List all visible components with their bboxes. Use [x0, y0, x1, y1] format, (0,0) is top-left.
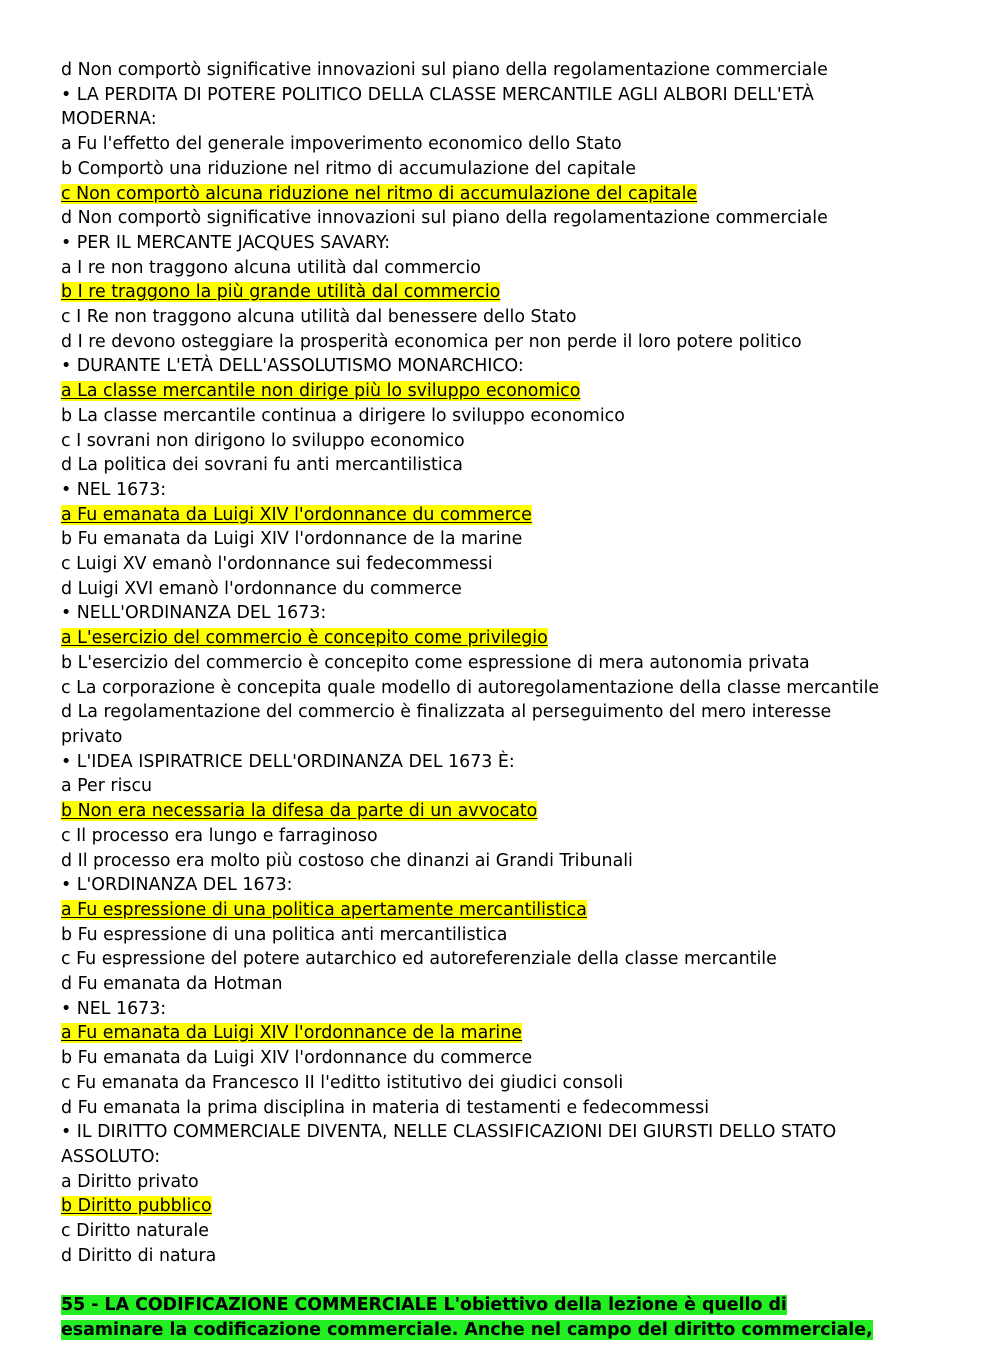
text-line — [61, 83, 941, 108]
line-text: • IL DIRITTO COMMERCIALE DIVENTA, NELLE CLASSIFICAZIONI DEI GIURSTI DELLO STATO — [61, 1122, 837, 1143]
text-line — [61, 700, 941, 725]
line-text: c Diritto naturale — [61, 1221, 209, 1242]
text-line — [61, 676, 941, 701]
line-text: d Non comportò significative innovazioni sul piano della regolamentazione commerciale — [61, 208, 828, 229]
line-text: • L'ORDINANZA DEL 1673: — [61, 875, 293, 896]
highlighted-answer-text: a Fu emanata da Luigi XIV l'ordonnance de la marine — [61, 1023, 522, 1044]
line-text: a I re non traggono alcuna utilità dal commercio — [61, 257, 481, 278]
quiz-lines — [61, 58, 941, 1268]
text-line — [61, 206, 941, 231]
text-line — [61, 651, 941, 676]
line-text: d Non comportò significative innovazioni sul piano della regolamentazione commerciale — [61, 60, 828, 80]
answer-line-highlighted — [61, 626, 941, 651]
text-line — [61, 1046, 941, 1071]
line-text: • LA PERDITA DI POTERE POLITICO DELLA CLASSE MERCANTILE AGLI ALBORI DELL'ETÀ — [61, 84, 814, 105]
text-line — [61, 157, 941, 182]
line-text: • PER IL MERCANTE JACQUES SAVARY: — [61, 232, 391, 253]
text-line — [61, 1219, 941, 1244]
text-line — [61, 58, 941, 83]
section-heading-line-2 — [61, 1318, 941, 1343]
line-text: b Fu espressione di una politica anti mercantilistica — [61, 924, 508, 945]
line-text: d La politica dei sovrani fu anti mercantilistica — [61, 455, 463, 476]
text-line — [61, 997, 941, 1022]
text-line — [61, 774, 941, 799]
text-line — [61, 453, 941, 478]
text-line — [61, 330, 941, 355]
text-line — [61, 923, 941, 948]
highlighted-answer-text: a Fu espressione di una politica apertamente mercantilistica — [61, 899, 587, 920]
line-text: privato — [61, 726, 123, 747]
highlighted-answer-text: a Fu emanata da Luigi XIV l'ordonnance du commerce — [61, 504, 532, 525]
line-text: c La corporazione è concepita quale modello di autoregolamentazione della classe mercantile — [61, 677, 880, 698]
line-text: • DURANTE L'ETÀ DELL'ASSOLUTISMO MONARCHICO: — [61, 356, 524, 377]
text-line — [61, 305, 941, 330]
text-line — [61, 256, 941, 281]
highlighted-answer-text: b Non era necessaria la difesa da parte di un avvocato — [61, 801, 538, 822]
text-line — [61, 1096, 941, 1121]
text-line — [61, 1145, 941, 1170]
line-text: c Fu espressione del potere autarchico ed autoreferenziale della classe mercantile — [61, 949, 777, 970]
answer-line-highlighted — [61, 182, 941, 207]
text-line — [61, 231, 941, 256]
line-text: d Fu emanata la prima disciplina in materia di testamenti e fedecommessi — [61, 1097, 710, 1118]
section-heading-text-2: esaminare la codificazione commerciale. Anche nel campo del diritto commerciale, — [61, 1319, 873, 1340]
answer-line-highlighted — [61, 1194, 941, 1219]
line-text: a Per riscu — [61, 776, 153, 797]
line-text: b Fu emanata da Luigi XIV l'ordonnance du commerce — [61, 1048, 533, 1069]
highlighted-answer-text: b I re traggono la più grande utilità dal commercio — [61, 282, 501, 303]
answer-line-highlighted — [61, 503, 941, 528]
text-line — [61, 132, 941, 157]
highlighted-answer-text: a La classe mercantile non dirige più lo sviluppo economico — [61, 381, 581, 402]
line-text: d Luigi XVI emanò l'ordonnance du commerce — [61, 578, 462, 599]
text-line — [61, 972, 941, 997]
line-text: d Diritto di natura — [61, 1245, 217, 1266]
line-text: c Fu emanata da Francesco II l'editto istitutivo dei giudici consoli — [61, 1072, 624, 1093]
answer-line-highlighted — [61, 1021, 941, 1046]
line-text: • NEL 1673: — [61, 998, 167, 1019]
line-text: c Luigi XV emanò l'ordonnance sui fedecommessi — [61, 554, 493, 575]
text-line — [61, 478, 941, 503]
answer-line-highlighted — [61, 799, 941, 824]
text-line — [61, 1071, 941, 1096]
answer-line-highlighted — [61, 898, 941, 923]
section-heading-line-1 — [61, 1293, 941, 1318]
line-text: c I Re non traggono alcuna utilità dal benessere dello Stato — [61, 307, 577, 328]
line-text: • NELL'ORDINANZA DEL 1673: — [61, 603, 327, 624]
answer-line-highlighted — [61, 280, 941, 305]
highlighted-answer-text: a L'esercizio del commercio è concepito come privilegio — [61, 628, 548, 649]
line-text: d La regolamentazione del commercio è finalizzata al perseguimento del mero interesse — [61, 702, 832, 723]
text-line — [61, 577, 941, 602]
line-text: d I re devono osteggiare la prosperità economica per non perde il loro potere politico — [61, 331, 802, 352]
highlighted-answer-text: b Diritto pubblico — [61, 1196, 212, 1217]
highlighted-answer-text: c Non comportò alcuna riduzione nel ritmo di accumulazione del capitale — [61, 183, 698, 204]
line-text: ASSOLUTO: — [61, 1146, 161, 1167]
line-text: c Il processo era lungo e farraginoso — [61, 825, 378, 846]
line-text: b Fu emanata da Luigi XIV l'ordonnance de la marine — [61, 529, 523, 550]
line-text: MODERNA: — [61, 109, 157, 130]
line-text: • NEL 1673: — [61, 479, 167, 500]
document-page — [61, 58, 941, 1343]
text-line — [61, 1120, 941, 1145]
answer-line-highlighted — [61, 379, 941, 404]
text-line — [61, 1170, 941, 1195]
text-line — [61, 873, 941, 898]
text-line — [61, 552, 941, 577]
text-line — [61, 725, 941, 750]
text-line — [61, 849, 941, 874]
line-text: a Diritto privato — [61, 1171, 199, 1192]
line-text: b La classe mercantile continua a dirigere lo sviluppo economico — [61, 405, 625, 426]
text-line — [61, 107, 941, 132]
line-text: c I sovrani non dirigono lo sviluppo economico — [61, 430, 465, 451]
section-heading-text-1: 55 - LA CODIFICAZIONE COMMERCIALE L'obiettivo della lezione è quello di — [61, 1295, 787, 1316]
text-line — [61, 1244, 941, 1269]
text-line — [61, 429, 941, 454]
line-text: b Comportò una riduzione nel ritmo di accumulazione del capitale — [61, 158, 636, 179]
text-line — [61, 404, 941, 429]
text-line — [61, 354, 941, 379]
line-text: • L'IDEA ISPIRATRICE DELL'ORDINANZA DEL 1673 È: — [61, 751, 515, 772]
section-spacer — [61, 1268, 941, 1293]
text-line — [61, 824, 941, 849]
line-text: d Fu emanata da Hotman — [61, 974, 283, 995]
text-line — [61, 750, 941, 775]
line-text: d Il processo era molto più costoso che dinanzi ai Grandi Tribunali — [61, 850, 633, 871]
text-line — [61, 527, 941, 552]
text-line — [61, 947, 941, 972]
line-text: a Fu l'effetto del generale impoverimento economico dello Stato — [61, 134, 622, 155]
line-text: b L'esercizio del commercio è concepito come espressione di mera autonomia privata — [61, 652, 810, 673]
text-line — [61, 601, 941, 626]
